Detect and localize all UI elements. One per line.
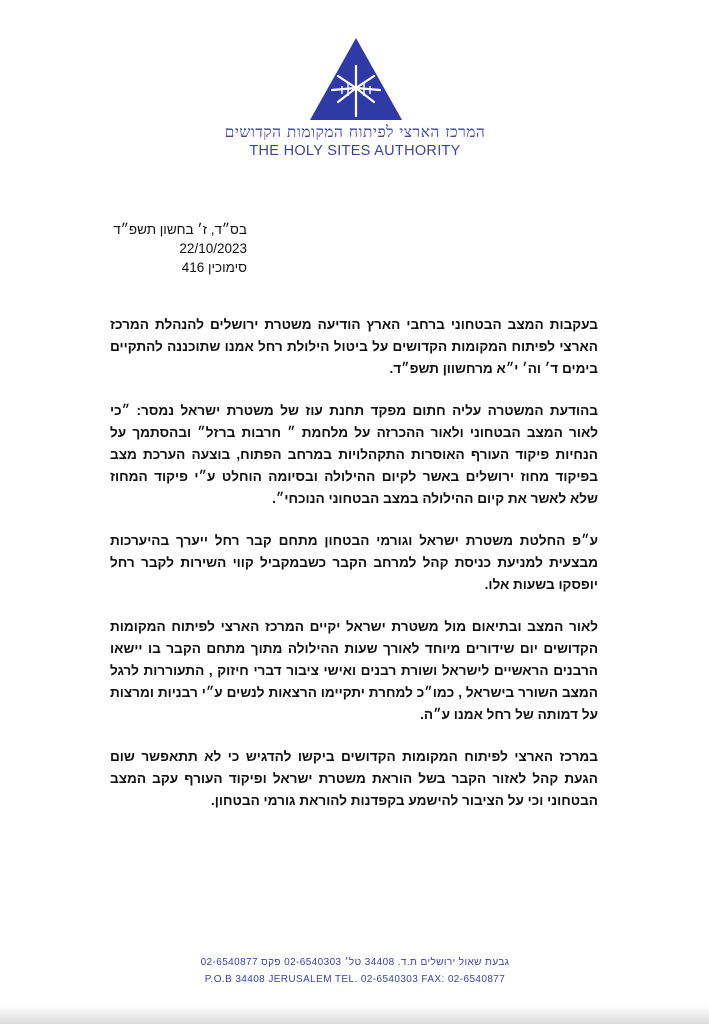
body-paragraph: לאור המצב ובתיאום מול משטרת ישראל יקיים המרכז הארצי לפיתוח המקומות הקדושים יום שידורים מיוחד לאורך שעות ההילולה מתוך מתחם הקבר בו יישאו הרבנים הראשיים לישראל ושורת רבנים ואישי ציבור דברי חיזוק , התעוררות לרגל המצב השורר בישראל , כמו״כ למחרת יתקיימו הרצאות לנשים ע״י רבניות ומרצות על דמותה של רחל אמנו ע״ה. bbox=[110, 619, 598, 722]
org-name-hebrew: המרכז הארצי לפיתוח המקומות הקדושים bbox=[224, 123, 486, 141]
body-paragraph: ע״פ החלטת משטרת ישראל וגורמי הבטחון מתחם קבר רחל ייערך בהיערכות מבצעית למניעת כניסת קהל למרחב הקבר כשבמקביל קווי השירות לקבר רחל יופסקו בשעות אלו. bbox=[110, 533, 598, 592]
letter-header bbox=[67, 220, 247, 277]
body-paragraph: בהודעת המשטרה עליה חתום מפקד תחנת עוז של משטרת ישראל נמסר: ״כי לאור המצב הבטחוני ולאור ההכרזה על מלחמת ״ חרבות ברזל״ ובהסתמך על הנחיות פיקוד העורף האוסרות התקהלויות במרחב הפתוח, בוצעה הערכת מצב בפיקוד מחוז ירושלים באשר לקיום ההילולה ובסיומה הוחלט ע״י פיקוד המחוז שלא לאשר את קיום ההילולה במצב הבטחוני הנוכחי״. bbox=[110, 403, 598, 506]
reference-number: סימוכין 416 bbox=[181, 260, 247, 275]
body-paragraph: במרכז הארצי לפיתוח המקומות הקדושים ביקשו להדגיש כי לא תתאפשר שום הגעת קהל לאזור הקבר בשל הוראת משטרת ישראל ופיקוד העורף עקב המצב הבטחוני וכי על הציבור להישמע בקפדנות להוראת גורמי הבטחון. bbox=[110, 749, 598, 808]
page-bottom-edge bbox=[0, 1006, 709, 1024]
letter-body bbox=[110, 314, 598, 832]
footer-address-hebrew: גבעת שאול ירושלים ת.ד. 34408 טל׳ 02-6540303 פקס 02-6540877 bbox=[200, 957, 510, 968]
gregorian-date: 22/10/2023 bbox=[179, 241, 247, 256]
hebrew-date-line: בס״ד, ז׳ בחשון תשפ״ד bbox=[113, 222, 247, 237]
footer-address-english: P.O.B 34408 JERUSALEM TEL. 02-6540303 FAX: 02-6540877 bbox=[204, 974, 506, 985]
holy-sites-authority-logo bbox=[308, 36, 404, 122]
org-name-english: THE HOLY SITES AUTHORITY bbox=[249, 143, 461, 159]
body-paragraph: בעקבות המצב הבטחוני ברחבי הארץ הודיעה משטרת ירושלים להנהלת המרכז הארצי לפיתוח המקומות הקדושים על ביטול הילולת רחל אמנו שתוכננה להתקיים בימים ד׳ וה׳ י״א מרחשוון תשפ״ד. bbox=[110, 317, 598, 376]
